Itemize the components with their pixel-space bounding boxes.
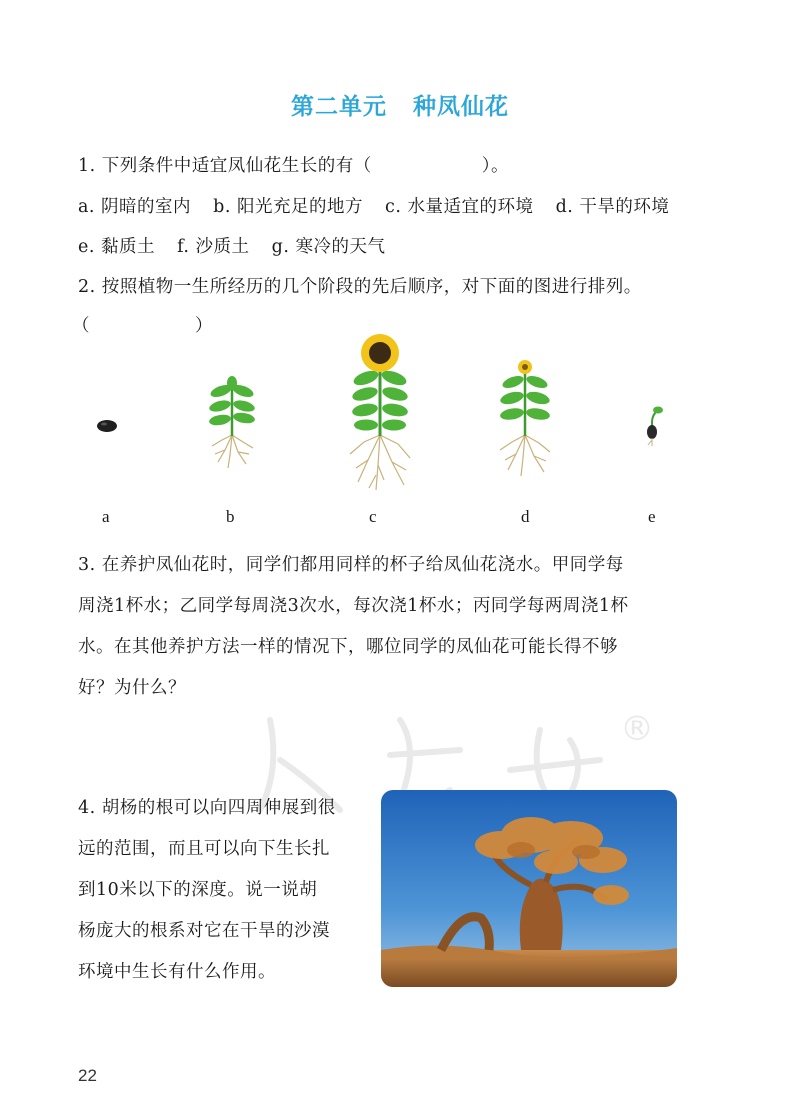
q1-option-d: d. 干旱的环境 [555,197,670,217]
q2-answer-parens: （ ） [72,316,213,336]
q4-line-3: 到10米以下的深度。说一说胡 [78,880,318,900]
q1-option-b: b. 阳光充足的地方 [213,197,363,217]
q1-option-f: f. 沙质土 [177,237,250,257]
stage-label-a: a [102,507,110,526]
stage-label-d: d [521,507,530,526]
q3-line-3: 水。在其他养护方法一样的情况下，哪位同学的凤仙花可能长得不够 [78,637,618,657]
q1-option-e: e. 黏质土 [78,237,155,257]
populus-euphratica-photo [381,790,677,987]
q4-line-5: 环境中生长有什么作用。 [78,962,276,982]
q1-options-row1 [78,193,669,218]
q3-line-1: 3. 在养护凤仙花时，同学们都用同样的杯子给凤仙花浇水。甲同学每 [78,555,624,575]
stage-b-seedling-icon [208,376,256,468]
stage-a-seed-icon [97,420,117,432]
q2-stem: 2. 按照植物一生所经历的几个阶段的先后顺序，对下面的图进行排列。 [78,277,642,297]
unit-title [0,88,800,121]
registered-mark: ® [620,709,654,749]
unit-title-name: 种凤仙花 [413,93,509,120]
stage-e-sprout-icon [647,407,663,447]
unit-title-number: 第二单元 [291,93,387,120]
q3-line-2: 周浇1杯水；乙同学每周浇3次水，每次浇1杯水；丙同学每两周浇1杯 [78,596,629,616]
q1-option-c: c. 水量适宜的环境 [385,197,534,217]
q4-line-2: 远的范围，而且可以向下生长扎 [78,839,330,859]
stage-c-flowering-plant-icon [350,334,410,490]
stage-d-budding-plant-icon [499,360,551,476]
q1-option-a: a. 阴暗的室内 [78,197,192,217]
q1-options-row2 [78,233,385,258]
q1-stem: 1. 下列条件中适宜凤仙花生长的有（ ）。 [78,156,510,176]
plant-growth-stages-figure [60,330,740,530]
q3-line-4: 好？为什么？ [78,678,186,698]
q1-option-g: g. 寒冷的天气 [271,237,386,257]
stage-label-c: c [369,507,377,526]
stage-label-b: b [226,507,235,526]
q4-line-1: 4. 胡杨的根可以向四周伸展到很 [78,798,336,818]
page-number: 22 [78,1066,97,1085]
q4-line-4: 杨庞大的根系对它在干旱的沙漠 [78,921,330,941]
stage-label-e: e [648,507,656,526]
